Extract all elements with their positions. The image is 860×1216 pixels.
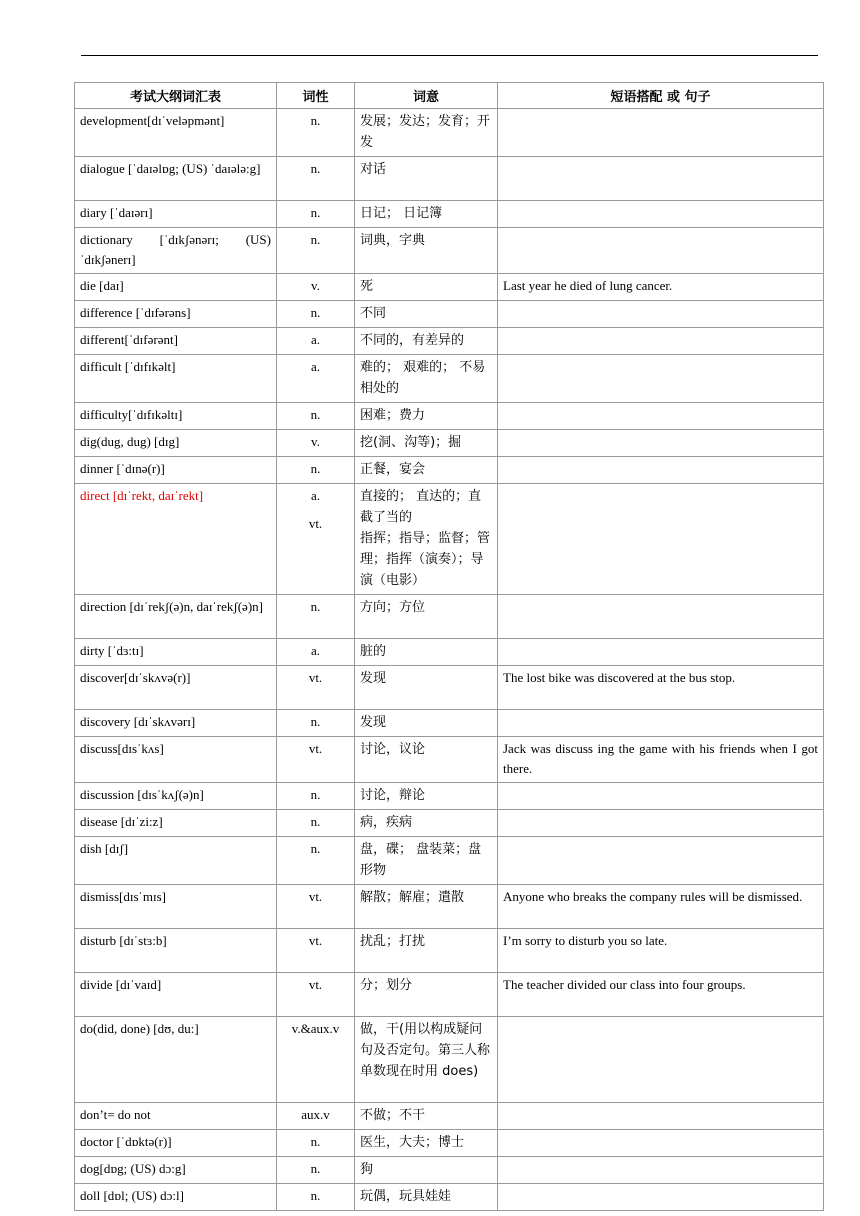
table-row xyxy=(75,639,824,666)
meaning-text: 不做；不干 xyxy=(360,1108,426,1123)
meaning-text: 发现 xyxy=(360,715,387,730)
part-of-speech xyxy=(277,301,355,328)
meaning-text: 狗 xyxy=(360,1162,374,1177)
meaning-text: 做，干(用以构成疑问句及否定句。第三人称单数现在时用 does) xyxy=(360,1022,491,1079)
meaning-text: 发现 xyxy=(360,671,387,686)
part-of-speech-label: n. xyxy=(310,161,321,176)
meaning-text: 解散；解雇；遣散 xyxy=(360,890,465,905)
example-sentence xyxy=(498,639,824,666)
meaning-text: 挖(洞、沟等)；掘 xyxy=(360,435,462,450)
table-row xyxy=(75,403,824,430)
part-of-speech xyxy=(277,885,355,929)
word-meaning xyxy=(355,783,498,810)
table-row xyxy=(75,737,824,783)
part-of-speech-label: n. xyxy=(310,305,321,320)
part-of-speech xyxy=(277,1184,355,1211)
vocab-word: dog[dɒg; (US) dɔ:g] xyxy=(75,1157,277,1184)
vocab-word: development[dɪˈveləpmənt] xyxy=(75,109,277,157)
example-sentence xyxy=(498,109,824,157)
table-row xyxy=(75,201,824,228)
meaning-text: 讨论，议论 xyxy=(360,742,426,757)
part-of-speech xyxy=(277,201,355,228)
part-of-speech-label: n. xyxy=(310,814,321,829)
word-meaning xyxy=(355,885,498,929)
word-meaning xyxy=(355,710,498,737)
word-meaning xyxy=(355,929,498,973)
meaning-text: 发展；发达；发育；开发 xyxy=(360,114,491,150)
vocab-word: discussion [dɪsˈkʌʃ(ə)n] xyxy=(75,783,277,810)
meaning-text: 盘，碟； 盘装菜；盘形物 xyxy=(360,842,482,878)
table-row xyxy=(75,837,824,885)
table-row xyxy=(75,457,824,484)
word-meaning xyxy=(355,109,498,157)
part-of-speech-label: v. xyxy=(311,434,320,449)
part-of-speech-label: n. xyxy=(310,407,321,422)
meaning-text: 日记； 日记簿 xyxy=(360,206,443,221)
meaning-text: 对话 xyxy=(360,162,387,177)
word-meaning xyxy=(355,457,498,484)
table-row xyxy=(75,484,824,595)
part-of-speech-label: vt. xyxy=(308,933,323,948)
part-of-speech-label: n. xyxy=(310,1161,321,1176)
part-of-speech xyxy=(277,810,355,837)
part-of-speech-label: vt. xyxy=(308,889,323,904)
meaning-text: 困难；费力 xyxy=(360,408,426,423)
example-sentence: The teacher divided our class into four groups. xyxy=(498,973,824,1017)
word-meaning xyxy=(355,228,498,274)
vocab-word: dismiss[dɪsˈmɪs] xyxy=(75,885,277,929)
part-of-speech-label: vt. xyxy=(308,741,323,756)
word-meaning xyxy=(355,666,498,710)
example-sentence xyxy=(498,1103,824,1130)
part-of-speech-label: n. xyxy=(310,1134,321,1149)
part-of-speech xyxy=(277,403,355,430)
part-of-speech-label: n. xyxy=(310,461,321,476)
example-sentence xyxy=(498,710,824,737)
table-row xyxy=(75,666,824,710)
word-meaning xyxy=(355,274,498,301)
word-meaning xyxy=(355,430,498,457)
part-of-speech xyxy=(277,1157,355,1184)
table-row xyxy=(75,1103,824,1130)
table-row xyxy=(75,595,824,639)
part-of-speech xyxy=(277,783,355,810)
part-of-speech-label: n. xyxy=(310,113,321,128)
part-of-speech xyxy=(277,595,355,639)
word-meaning xyxy=(355,837,498,885)
example-sentence xyxy=(498,328,824,355)
part-of-speech-label: n. xyxy=(310,205,321,220)
vocab-word: don’t= do not xyxy=(75,1103,277,1130)
word-meaning xyxy=(355,328,498,355)
example-sentence xyxy=(498,430,824,457)
meaning-text: 直接的； 直达的；直截了当的 xyxy=(360,489,482,525)
vocab-word: do(did, done) [dʊ, du:] xyxy=(75,1017,277,1103)
meaning-text: 指挥；指导；监督；管理；指挥（演奏）；导演（电影） xyxy=(360,531,491,588)
part-of-speech xyxy=(277,430,355,457)
example-sentence xyxy=(498,301,824,328)
part-of-speech xyxy=(277,737,355,783)
table-row xyxy=(75,228,824,274)
part-of-speech-label: aux.v xyxy=(301,1107,330,1122)
vocab-word: difference [ˈdɪfərəns] xyxy=(75,301,277,328)
part-of-speech xyxy=(277,484,355,595)
vocab-word: dig(dug, dug) [dɪg] xyxy=(75,430,277,457)
part-of-speech-label: vt. xyxy=(308,516,323,531)
meaning-text: 讨论，辩论 xyxy=(360,788,426,803)
header-rule xyxy=(81,55,818,56)
part-of-speech-label: vt. xyxy=(308,670,323,685)
meaning-text: 脏的 xyxy=(360,644,387,659)
example-sentence: Last year he died of lung cancer. xyxy=(498,274,824,301)
meaning-text: 正餐，宴会 xyxy=(360,462,426,477)
word-meaning xyxy=(355,1017,498,1103)
part-of-speech xyxy=(277,1017,355,1103)
table-row xyxy=(75,274,824,301)
part-of-speech xyxy=(277,274,355,301)
vocab-word: discovery [dɪˈskʌvərɪ] xyxy=(75,710,277,737)
part-of-speech-label: v. xyxy=(311,278,320,293)
table-row xyxy=(75,929,824,973)
example-sentence: I’m sorry to disturb you so late. xyxy=(498,929,824,973)
example-sentence xyxy=(498,157,824,201)
word-meaning xyxy=(355,1130,498,1157)
meaning-text: 玩偶，玩具娃娃 xyxy=(360,1189,452,1204)
meaning-text: 扰乱；打扰 xyxy=(360,934,426,949)
part-of-speech xyxy=(277,1130,355,1157)
vocab-word: dish [dɪʃ] xyxy=(75,837,277,885)
example-sentence xyxy=(498,228,824,274)
word-meaning xyxy=(355,1103,498,1130)
word-meaning xyxy=(355,639,498,666)
word-meaning xyxy=(355,403,498,430)
word-meaning xyxy=(355,810,498,837)
part-of-speech xyxy=(277,109,355,157)
part-of-speech xyxy=(277,328,355,355)
header-vocabulary: 考试大纲词汇表 xyxy=(75,83,277,109)
vocab-word: discuss[dɪsˈkʌs] xyxy=(75,737,277,783)
table-row xyxy=(75,973,824,1017)
vocab-word: direction [dɪˈrekʃ(ə)n, daɪˈrekʃ(ə)n] xyxy=(75,595,277,639)
vocab-word: doll [dɒl; (US) dɔ:l] xyxy=(75,1184,277,1211)
part-of-speech-label: n. xyxy=(310,1188,321,1203)
table-row xyxy=(75,710,824,737)
vocab-word: disease [dɪˈzi:z] xyxy=(75,810,277,837)
meaning-text: 不同的，有差异的 xyxy=(360,333,465,348)
part-of-speech xyxy=(277,973,355,1017)
meaning-text: 分；划分 xyxy=(360,978,413,993)
example-sentence xyxy=(498,1184,824,1211)
table-header-row xyxy=(75,83,824,109)
header-meaning: 词意 xyxy=(355,83,498,109)
part-of-speech xyxy=(277,710,355,737)
table-row xyxy=(75,885,824,929)
word-meaning xyxy=(355,973,498,1017)
meaning-text: 病，疾病 xyxy=(360,815,413,830)
part-of-speech-label: vt. xyxy=(308,977,323,992)
part-of-speech xyxy=(277,666,355,710)
part-of-speech-label: n. xyxy=(310,841,321,856)
header-phrase-or-sentence: 短语搭配 或 句子 xyxy=(498,83,824,109)
example-sentence xyxy=(498,1130,824,1157)
part-of-speech-label: n. xyxy=(310,232,321,247)
part-of-speech xyxy=(277,639,355,666)
example-sentence xyxy=(498,484,824,595)
example-sentence xyxy=(498,201,824,228)
example-sentence xyxy=(498,595,824,639)
example-sentence xyxy=(498,810,824,837)
example-sentence xyxy=(498,1017,824,1103)
table-row xyxy=(75,1184,824,1211)
example-sentence: Anyone who breaks the company rules will be dismissed. xyxy=(498,885,824,929)
example-sentence xyxy=(498,355,824,403)
part-of-speech-label: n. xyxy=(310,787,321,802)
table-row xyxy=(75,810,824,837)
example-sentence: Jack was discuss ing the game with his friends when I got there. xyxy=(498,737,824,783)
vocab-word: discover[dɪˈskʌvə(r)] xyxy=(75,666,277,710)
part-of-speech xyxy=(277,157,355,201)
table-row xyxy=(75,328,824,355)
table-row xyxy=(75,1157,824,1184)
part-of-speech xyxy=(277,837,355,885)
vocab-word: divide [dɪˈvaɪd] xyxy=(75,973,277,1017)
header-part-of-speech: 词性 xyxy=(277,83,355,109)
meaning-text: 死 xyxy=(360,279,374,294)
word-meaning xyxy=(355,355,498,403)
word-meaning xyxy=(355,201,498,228)
example-sentence xyxy=(498,457,824,484)
part-of-speech xyxy=(277,228,355,274)
meaning-text: 词典，字典 xyxy=(360,233,426,248)
part-of-speech-label: v.&aux.v xyxy=(291,1021,340,1036)
vocab-word: dinner [ˈdɪnə(r)] xyxy=(75,457,277,484)
table-row xyxy=(75,1017,824,1103)
vocab-word: difficulty[ˈdɪfɪkəltɪ] xyxy=(75,403,277,430)
word-meaning xyxy=(355,1157,498,1184)
example-sentence xyxy=(498,403,824,430)
vocab-word: die [daɪ] xyxy=(75,274,277,301)
part-of-speech-label: a. xyxy=(310,488,321,503)
part-of-speech xyxy=(277,1103,355,1130)
part-of-speech xyxy=(277,457,355,484)
example-sentence xyxy=(498,837,824,885)
table-row xyxy=(75,783,824,810)
vocab-word: dirty [ˈdɜ:tɪ] xyxy=(75,639,277,666)
meaning-text: 方向；方位 xyxy=(360,600,426,615)
vocab-word: difficult [ˈdɪfɪkəlt] xyxy=(75,355,277,403)
word-meaning xyxy=(355,737,498,783)
meaning-text: 难的； 艰难的； 不易相处的 xyxy=(360,360,486,396)
word-meaning xyxy=(355,1184,498,1211)
part-of-speech-label: a. xyxy=(310,359,321,374)
part-of-speech-label: a. xyxy=(310,332,321,347)
table-row xyxy=(75,430,824,457)
vocab-word: dictionary [ˈdɪkʃənərɪ; (US) ˈdɪkʃənerɪ] xyxy=(75,228,277,274)
vocab-word: different[ˈdɪfərənt] xyxy=(75,328,277,355)
table-row xyxy=(75,157,824,201)
vocab-word: direct [dɪˈrekt, daɪˈrekt] xyxy=(75,484,277,595)
table-row xyxy=(75,355,824,403)
table-row xyxy=(75,109,824,157)
example-sentence xyxy=(498,1157,824,1184)
part-of-speech-label: n. xyxy=(310,714,321,729)
part-of-speech-label: n. xyxy=(310,599,321,614)
part-of-speech-label: a. xyxy=(310,643,321,658)
vocab-word: disturb [dɪˈstɜ:b] xyxy=(75,929,277,973)
part-of-speech xyxy=(277,355,355,403)
example-sentence xyxy=(498,783,824,810)
table-row xyxy=(75,1130,824,1157)
word-meaning xyxy=(355,484,498,595)
word-meaning xyxy=(355,301,498,328)
meaning-text: 医生，大夫；博士 xyxy=(360,1135,465,1150)
vocabulary-rows xyxy=(75,109,824,1211)
vocab-word: dialogue [ˈdaɪəlɒg; (US) ˈdaɪələ:g] xyxy=(75,157,277,201)
example-sentence: The lost bike was discovered at the bus stop. xyxy=(498,666,824,710)
meaning-text: 不同 xyxy=(360,306,387,321)
vocab-word: diary [ˈdaɪərɪ] xyxy=(75,201,277,228)
word-meaning xyxy=(355,595,498,639)
vocab-word: doctor [ˈdɒktə(r)] xyxy=(75,1130,277,1157)
word-meaning xyxy=(355,157,498,201)
part-of-speech xyxy=(277,929,355,973)
table-row xyxy=(75,301,824,328)
vocabulary-table xyxy=(74,82,824,1211)
